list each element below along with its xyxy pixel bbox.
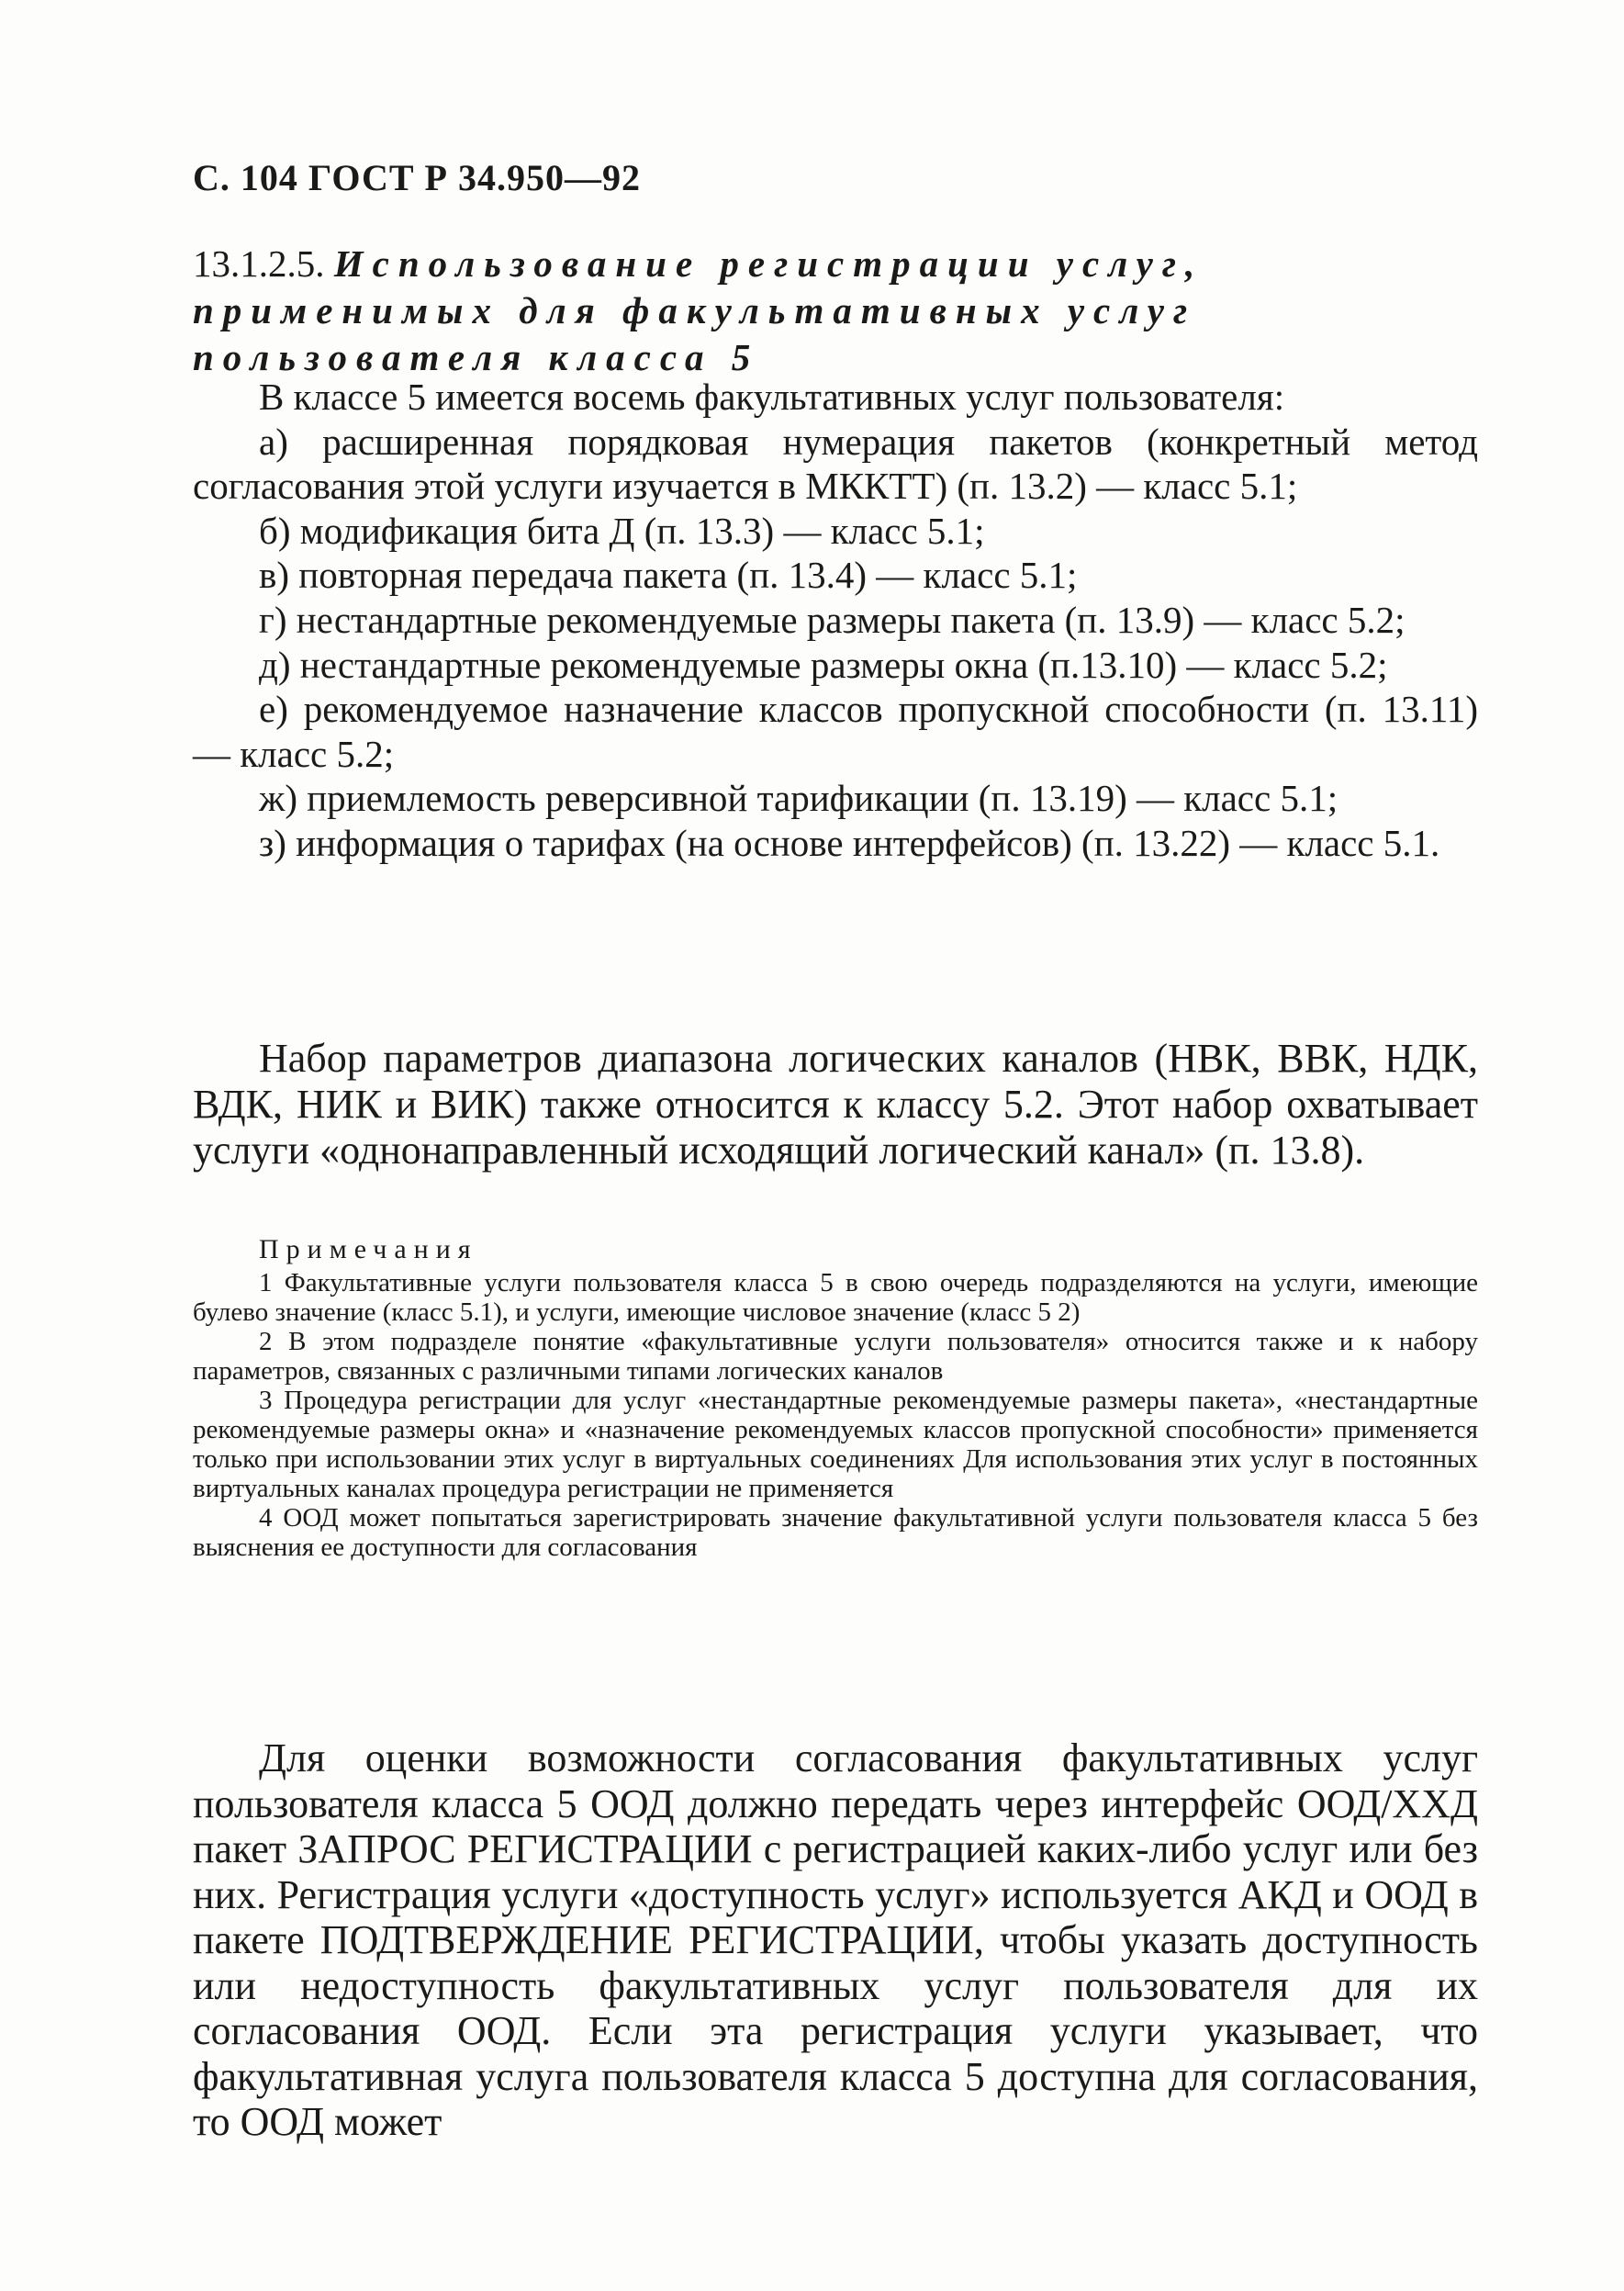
paragraph-text: Набор параметров диапазона логических каналов (НВК, ВВК, НДК, ВДК, НИК и ВИК) также относится к классу 5.2. Этот набор охватывает услуги «однонаправленный исходящий логический канал» (п. 13.8). bbox=[193, 1036, 1478, 1173]
intro-text: В классе 5 имеется восемь факультативных услуг пользователя: bbox=[259, 376, 1285, 418]
notes-block bbox=[193, 1235, 1478, 1562]
list-item: е) рекомендуемое назначение классов пропускной способности (п. 13.11) — класс 5.2; bbox=[193, 688, 1478, 775]
channel-range-paragraph bbox=[193, 1036, 1478, 1174]
paragraph-text: Для оценки возможности согласования факультативных услуг пользователя класса 5 ООД должно передать через интерфейс ООД/ХХД пакет ЗАПРОС РЕГИСТРАЦИИ с регистрацией каких-либо услуг или без них. Регистрация услуги «доступность услуг» используется АКД и ООД в пакете ПОДТВЕРЖДЕНИЕ РЕГИСТРАЦИИ, чтобы указать доступность или недоступность факультативных услуг пользователя для их согласования ООД. Если эта регистрация услуги указывает, что факультативная услуга пользователя класса 5 доступна для согласования, то ООД может bbox=[193, 1735, 1478, 2144]
list-item: а) расширенная порядковая нумерация пакетов (конкретный метод согласования этой услуги изучается в МККТТ) (п. 13.2) — класс 5.1; bbox=[193, 420, 1478, 508]
section-number: 13.1.2.5. bbox=[193, 242, 325, 285]
section-title: Использование регистрации услуг, применимых для факультативных услуг пользователя класса 5 bbox=[193, 242, 1204, 378]
list-item: б) модификация бита Д (п. 13.3) — класс 5.1; bbox=[259, 509, 985, 552]
list-item: в) повторная передача пакета (п. 13.4) — класс 5.1; bbox=[259, 554, 1078, 597]
notes-title: Примечания bbox=[259, 1234, 478, 1264]
final-paragraph bbox=[193, 1735, 1478, 2145]
note-item: 4 ООД может попытаться зарегистрировать значение факультативной услуги пользователя класса 5 без выяснения ее доступности для согласования bbox=[193, 1503, 1478, 1562]
list-item: ж) приемлемость реверсивной тарификации (п. 13.19) — класс 5.1; bbox=[259, 777, 1338, 820]
page-header: С. 104 ГОСТ Р 34.950—92 bbox=[193, 157, 641, 198]
section-heading bbox=[193, 241, 1478, 381]
services-list bbox=[193, 375, 1478, 866]
list-item: г) нестандартные рекомендуемые размеры пакета (п. 13.9) — класс 5.2; bbox=[259, 598, 1406, 641]
note-item: 2 В этом подразделе понятие «факультативные услуги пользователя» относится также и к набору параметров, связанных с различными типами логических каналов bbox=[193, 1327, 1478, 1386]
note-item: 3 Процедура регистрации для услуг «нестандартные рекомендуемые размеры пакета», «нестандартные рекомендуемые размеры окна» и «назначение рекомендуемых классов пропускной способности» применяется только при использовании этих услуг в виртуальных соединениях Для использования этих услуг в постоянных виртуальных каналах процедура регистрации не применяется bbox=[193, 1386, 1478, 1503]
note-item: 1 Факультативные услуги пользователя класса 5 в свою очередь подразделяются на услуги, имеющие булево значение (класс 5.1), и услуги, имеющие числовое значение (класс 5 2) bbox=[193, 1268, 1478, 1327]
list-item: з) информация о тарифах (на основе интерфейсов) (п. 13.22) — класс 5.1. bbox=[259, 821, 1440, 864]
list-item: д) нестандартные рекомендуемые размеры окна (п.13.10) — класс 5.2; bbox=[259, 643, 1388, 686]
